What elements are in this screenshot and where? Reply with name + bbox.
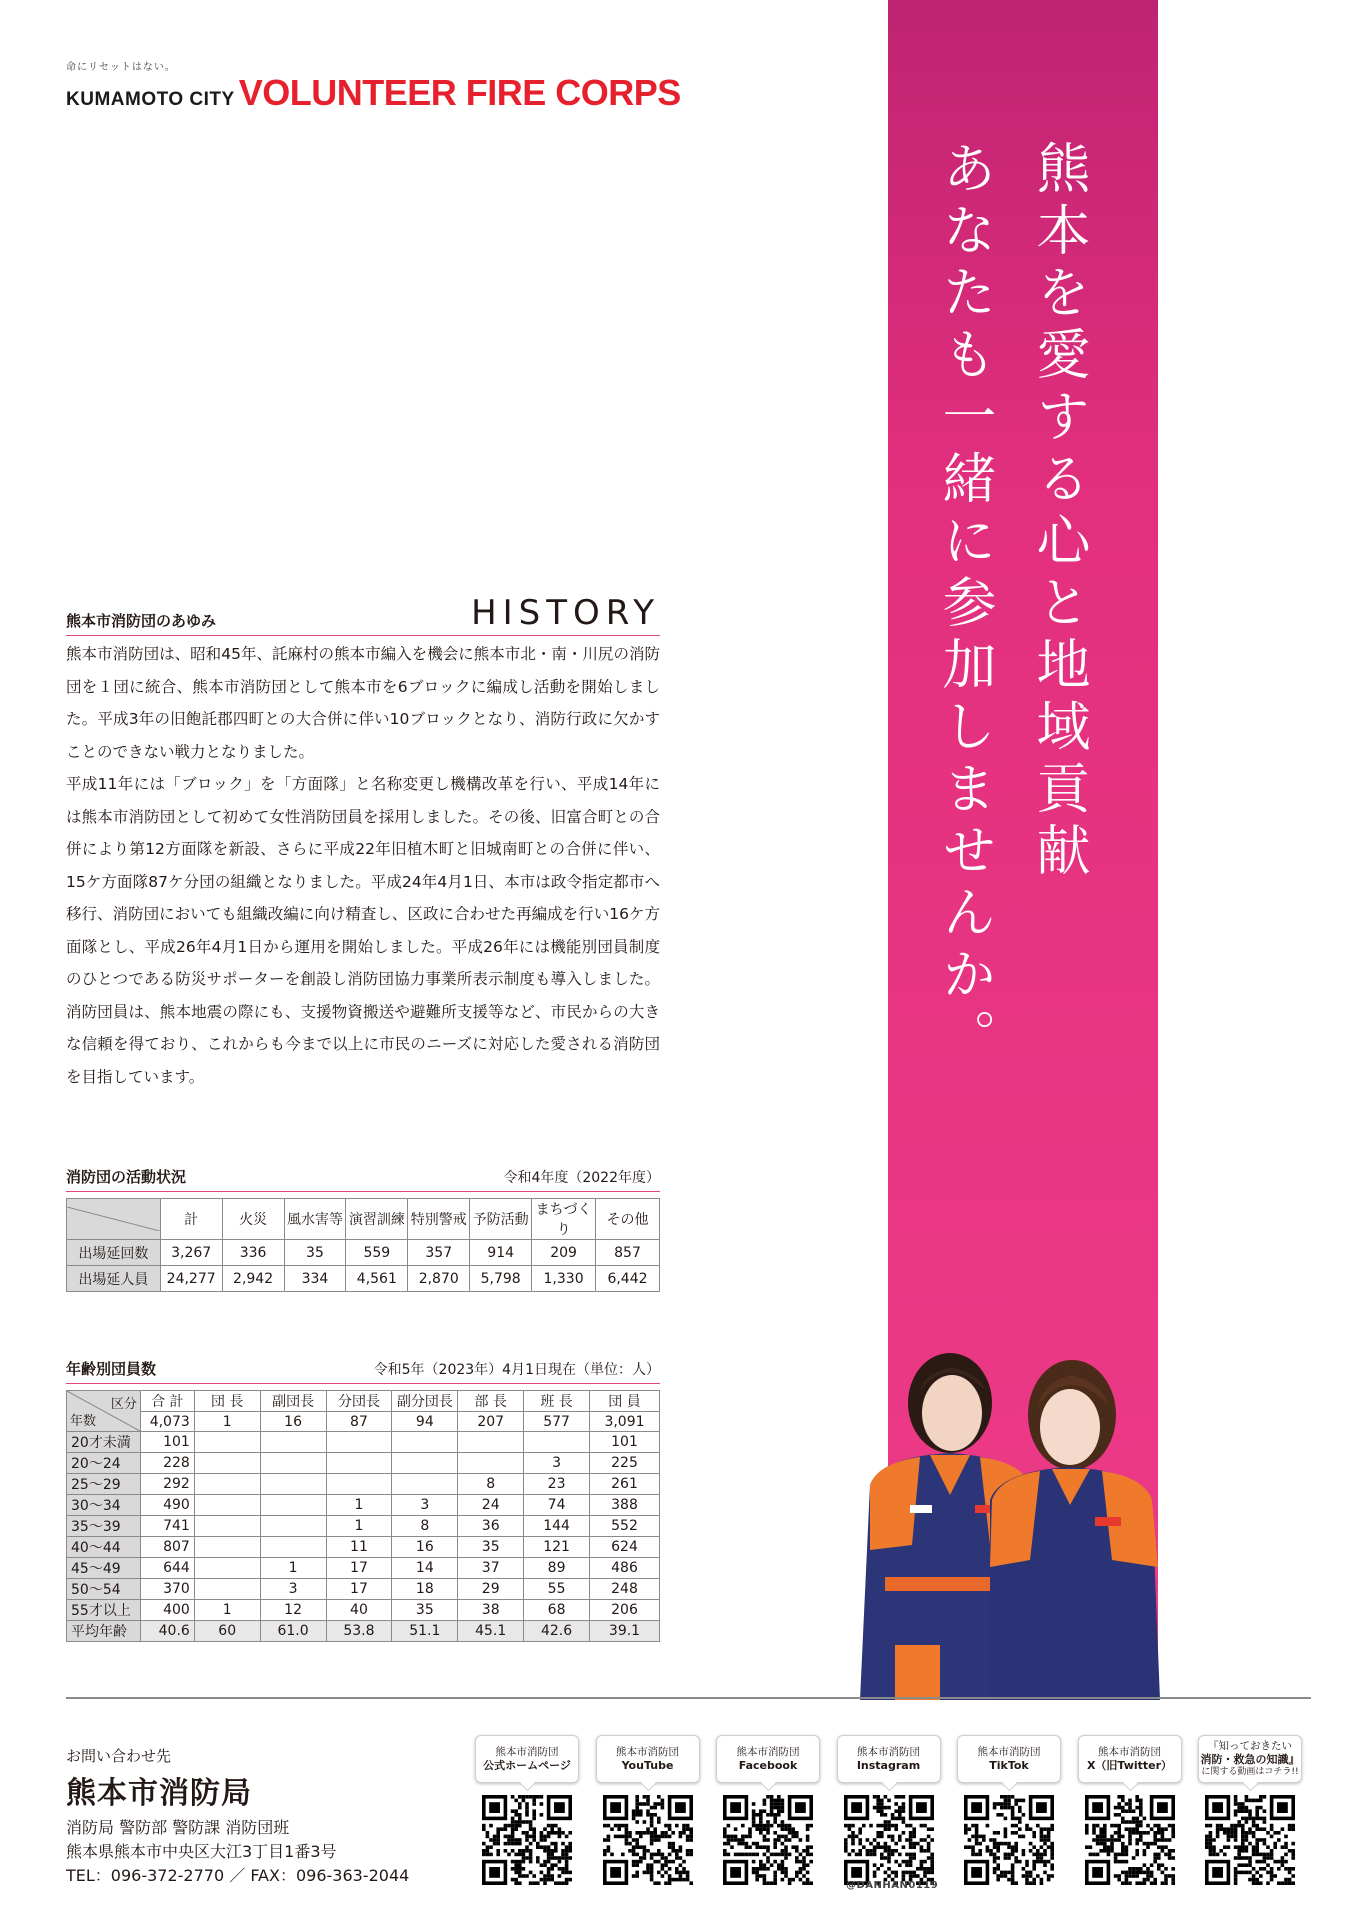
table-row (67, 1474, 660, 1495)
age-row-label: 50～54 (67, 1579, 141, 1600)
age-avg-cell: 42.6 (524, 1621, 590, 1642)
age-cell (194, 1474, 260, 1495)
age-note: 令和5年（2023年）4月1日現在（単位：人） (373, 1362, 660, 1378)
age-cell: 400 (140, 1600, 194, 1621)
age-row-label: 55才以上 (67, 1600, 141, 1621)
age-avg-cell: 39.1 (590, 1621, 660, 1642)
table-row (67, 1432, 660, 1453)
contact-dept: 消防局 警防部 警防課 消防団班 (66, 1818, 290, 1837)
age-cell: 40 (326, 1600, 392, 1621)
qr-code-icon (964, 1795, 1054, 1885)
activity-row-label: 出場延回数 (67, 1240, 161, 1266)
qr-code-icon (723, 1795, 813, 1885)
age-label: 年齢別団員数 (66, 1360, 157, 1378)
qr-badge-text: YouTube (621, 1758, 674, 1772)
activity-cell: 357 (408, 1240, 470, 1266)
activity-col-header: 演習訓練 (346, 1199, 408, 1240)
qr-code-icon (1085, 1795, 1175, 1885)
age-cell: 101 (140, 1432, 194, 1453)
qr-badge-text: に関する動画はコチラ!! (1201, 1767, 1299, 1777)
qr-code-icon (1205, 1795, 1295, 1885)
age-cell: 14 (392, 1558, 458, 1579)
age-total-cell: 4,073 (140, 1412, 194, 1432)
activity-col-header: 予防活動 (470, 1199, 532, 1240)
age-cell (326, 1474, 392, 1495)
firefighters-illustration (840, 1345, 1180, 1700)
qr-badge (1078, 1735, 1182, 1783)
qr-badge (837, 1735, 941, 1783)
age-cell: 12 (260, 1600, 326, 1621)
firefighter-right (990, 1360, 1160, 1700)
qr-link-0[interactable] (475, 1735, 579, 1783)
contact-address: 熊本県熊本市中央区大江3丁目1番3号 (66, 1842, 337, 1861)
activity-col-header: まちづくり (532, 1199, 596, 1240)
age-cell: 16 (392, 1537, 458, 1558)
table-row (67, 1495, 660, 1516)
age-cell (260, 1516, 326, 1537)
age-cell: 206 (590, 1600, 660, 1621)
age-total-cell: 577 (524, 1412, 590, 1432)
table-row (67, 1266, 660, 1292)
footer-divider (66, 1697, 1311, 1699)
age-cell: 370 (140, 1579, 194, 1600)
logo-title: VOLUNTEER FIRE CORPS (238, 72, 681, 113)
age-cell: 1 (326, 1495, 392, 1516)
age-cell: 1 (194, 1600, 260, 1621)
age-avg-cell: 61.0 (260, 1621, 326, 1642)
age-row-label: 30～34 (67, 1495, 141, 1516)
age-total-cell: 1 (194, 1412, 260, 1432)
age-cell: 3 (260, 1579, 326, 1600)
age-cell (260, 1453, 326, 1474)
qr-badge-text: 熊本市消防団 (857, 1745, 920, 1758)
age-cell (194, 1495, 260, 1516)
age-col-header: 分団長 (326, 1391, 392, 1412)
activity-cell: 24,277 (160, 1266, 222, 1292)
qr-badge-text: 熊本市消防団 (736, 1745, 800, 1758)
age-cell: 486 (590, 1558, 660, 1579)
age-cell: 388 (590, 1495, 660, 1516)
history-label: 熊本市消防団のあゆみ (66, 612, 217, 630)
age-cell: 8 (458, 1474, 524, 1495)
history-heading: HISTORY (471, 593, 660, 633)
qr-link-5[interactable] (1078, 1735, 1182, 1783)
qr-badge-text: 熊本市消防団 (495, 1745, 559, 1758)
age-cell (326, 1453, 392, 1474)
sns-handle: @DANHAN0119 (846, 1880, 939, 1891)
age-cell: 89 (524, 1558, 590, 1579)
qr-badge (716, 1735, 820, 1783)
age-cell (392, 1432, 458, 1453)
qr-badge-text: 熊本市消防団 (977, 1745, 1041, 1758)
age-col-header: 副分団長 (392, 1391, 458, 1412)
activity-note: 令和4年度（2022年度） (503, 1170, 660, 1186)
age-cell: 74 (524, 1495, 590, 1516)
age-cell: 1 (326, 1516, 392, 1537)
age-avg-cell: 51.1 (392, 1621, 458, 1642)
age-cell (260, 1495, 326, 1516)
age-cell: 17 (326, 1558, 392, 1579)
age-cell: 1 (260, 1558, 326, 1579)
age-total-row (67, 1412, 660, 1432)
age-cell (458, 1432, 524, 1453)
age-header (66, 1354, 660, 1384)
age-row-label: 20才未満 (67, 1432, 141, 1453)
qr-link-6[interactable] (1198, 1735, 1302, 1783)
table-row (67, 1516, 660, 1537)
age-row-label: 25～29 (67, 1474, 141, 1495)
age-cell: 807 (140, 1537, 194, 1558)
age-cell (392, 1474, 458, 1495)
age-cell: 624 (590, 1537, 660, 1558)
activity-cell: 857 (596, 1240, 660, 1266)
age-cell (194, 1579, 260, 1600)
contact-tel: TEL：096-372-2770 ／ FAX：096-363-2044 (66, 1866, 410, 1885)
activity-cell: 336 (222, 1240, 284, 1266)
activity-cell: 1,330 (532, 1266, 596, 1292)
age-cell (524, 1432, 590, 1453)
qr-badge (1198, 1735, 1302, 1783)
activity-label: 消防団の活動状況 (66, 1168, 187, 1186)
activity-cell: 334 (284, 1266, 346, 1292)
contact-block (66, 1745, 409, 1888)
catchcopy (918, 140, 1106, 1260)
age-cell: 35 (392, 1600, 458, 1621)
age-avg-cell: 60 (194, 1621, 260, 1642)
age-cell: 29 (458, 1579, 524, 1600)
qr-badge-text: Instagram (856, 1758, 921, 1772)
age-avg-cell: 40.6 (140, 1621, 194, 1642)
qr-link-3[interactable] (837, 1735, 941, 1783)
qr-link-4[interactable] (957, 1735, 1061, 1783)
activity-cell: 4,561 (346, 1266, 408, 1292)
table-row (67, 1453, 660, 1474)
age-col-header: 副団長 (260, 1391, 326, 1412)
logo-city: KUMAMOTO CITY (66, 89, 235, 110)
qr-badge-text: 熊本市消防団 (1098, 1745, 1161, 1758)
table-row (67, 1240, 660, 1266)
activity-col-header: 風水害等 (284, 1199, 346, 1240)
activity-cell: 5,798 (470, 1266, 532, 1292)
table-row (67, 1537, 660, 1558)
age-cell: 68 (524, 1600, 590, 1621)
qr-badge-text: X（旧Twitter） (1086, 1758, 1173, 1772)
age-cell (260, 1432, 326, 1453)
qr-link-1[interactable] (596, 1735, 700, 1783)
age-cell (194, 1516, 260, 1537)
age-rows (67, 1432, 660, 1621)
activity-cell: 914 (470, 1240, 532, 1266)
age-cell (194, 1558, 260, 1579)
age-cell: 228 (140, 1453, 194, 1474)
qr-badge-text: 消防・救急の知識』 (1200, 1753, 1300, 1766)
age-col-header: 合 計 (140, 1391, 194, 1412)
qr-link-2[interactable] (716, 1735, 820, 1783)
catchcopy-line-2: あなたも一緒に参加しませんか。 (934, 140, 997, 1070)
age-cell: 261 (590, 1474, 660, 1495)
age-cell: 36 (458, 1516, 524, 1537)
table-row (67, 1579, 660, 1600)
activity-cell: 3,267 (160, 1240, 222, 1266)
age-cell: 225 (590, 1453, 660, 1474)
qr-badge-text: Facebook (738, 1758, 798, 1772)
age-cell: 248 (590, 1579, 660, 1600)
history-paragraph-2: 平成11年には「ブロック」を「方面隊」と名称変更し機構改革を行い、平成14年には熊本市消防団として初めて女性消防団員を採用しました。その後、旧富合町との合併により第12方面隊を新設、さらに平成22年旧植木町と旧城南町との合併に伴い、15ケ方面隊87ケ分団の組織となりました。平成24年4月1日、本市は政令指定都市へ移行、消防団においても組織改編に向け精査し、区政に合わせた再編成を行い16ケ方面隊とし、平成26年4月1日から運用を開始しました。平成26年には機能別団員制度のひとつである防災サポーターを創設し消防団協力事業所表示制度も導入しました。消防団員は、熊本地震の際にも、支援物資搬送や避難所支援等など、市民からの大きな信頼を得ており、これからも今まで以上に市民のニーズに対応した愛される消防団を目指しています。 (66, 775, 660, 1086)
qr-badge (957, 1735, 1061, 1783)
activity-table (66, 1198, 660, 1292)
qr-badge (475, 1735, 579, 1783)
age-corner-top: 区分 (110, 1397, 137, 1412)
catchcopy-line-1: 熊本を愛する心と地域貢献 (1028, 140, 1091, 884)
contact-label: お問い合わせ先 (66, 1747, 172, 1765)
logo (66, 62, 681, 114)
activity-header (66, 1162, 660, 1192)
activity-cell: 35 (284, 1240, 346, 1266)
activity-cell: 6,442 (596, 1266, 660, 1292)
age-cell: 8 (392, 1516, 458, 1537)
history-header (66, 590, 660, 636)
age-cell: 18 (392, 1579, 458, 1600)
activity-corner-cell (67, 1199, 161, 1240)
age-cell: 23 (524, 1474, 590, 1495)
age-avg-cell: 53.8 (326, 1621, 392, 1642)
age-col-header: 部 長 (458, 1391, 524, 1412)
table-row (67, 1600, 660, 1621)
activity-col-header: 計 (160, 1199, 222, 1240)
age-cell: 37 (458, 1558, 524, 1579)
age-table (66, 1390, 660, 1642)
age-cell (458, 1453, 524, 1474)
age-cell: 292 (140, 1474, 194, 1495)
age-cell: 35 (458, 1537, 524, 1558)
activity-cell: 209 (532, 1240, 596, 1266)
age-cell: 644 (140, 1558, 194, 1579)
qr-badge-text: 公式ホームページ (483, 1758, 571, 1772)
age-cell: 55 (524, 1579, 590, 1600)
age-cell: 552 (590, 1516, 660, 1537)
qr-badge-text: TikTok (989, 1758, 1029, 1772)
activity-row-label: 出場延人員 (67, 1266, 161, 1292)
history-body (66, 638, 660, 1093)
age-cell (326, 1432, 392, 1453)
activity-cell: 559 (346, 1240, 408, 1266)
logo-tagline: 命にリセットはない。 (66, 62, 176, 73)
age-corner-cell (67, 1391, 141, 1432)
age-cell: 741 (140, 1516, 194, 1537)
activity-cell: 2,942 (222, 1266, 284, 1292)
age-cell (194, 1537, 260, 1558)
qr-badge (596, 1735, 700, 1783)
age-avg-cell: 45.1 (458, 1621, 524, 1642)
age-avg-label: 平均年齢 (67, 1621, 141, 1642)
qr-badge-text: 熊本市消防団 (616, 1745, 679, 1758)
qr-code-icon (844, 1795, 934, 1885)
age-total-cell: 94 (392, 1412, 458, 1432)
age-col-header: 団 長 (194, 1391, 260, 1412)
contact-org: 熊本市消防局 (66, 1776, 252, 1811)
age-cell: 17 (326, 1579, 392, 1600)
qr-code-icon (482, 1795, 572, 1885)
activity-col-header: 火災 (222, 1199, 284, 1240)
age-total-cell: 87 (326, 1412, 392, 1432)
activity-cell: 2,870 (408, 1266, 470, 1292)
age-cell (194, 1453, 260, 1474)
qr-code-icon (603, 1795, 693, 1885)
age-cell: 38 (458, 1600, 524, 1621)
age-row-label: 35～39 (67, 1516, 141, 1537)
age-cell: 144 (524, 1516, 590, 1537)
age-corner-bottom: 年数 (70, 1414, 97, 1430)
age-col-header: 班 長 (524, 1391, 590, 1412)
age-cell: 101 (590, 1432, 660, 1453)
age-cell (194, 1432, 260, 1453)
qr-badge-text: 『知っておきたい (1208, 1740, 1292, 1752)
table-row (67, 1558, 660, 1579)
age-cell: 3 (524, 1453, 590, 1474)
age-total-cell: 3,091 (590, 1412, 660, 1432)
age-row-label: 20～24 (67, 1453, 141, 1474)
age-cell (260, 1474, 326, 1495)
age-avg-row (67, 1621, 660, 1642)
age-row-label: 45～49 (67, 1558, 141, 1579)
age-cell (260, 1537, 326, 1558)
history-paragraph-1: 熊本市消防団は、昭和45年、託麻村の熊本市編入を機会に熊本市北・南・川尻の消防団を１団に統合、熊本市消防団として熊本市を6ブロックに編成し活動を開始しました。平成3年の旧飽託郡四町との大合併に伴い10ブロックとなり、消防行政に欠かすことのできない戦力となりました。 (66, 645, 660, 761)
activity-col-header: その他 (596, 1199, 660, 1240)
age-cell: 24 (458, 1495, 524, 1516)
age-total-cell: 16 (260, 1412, 326, 1432)
activity-col-header: 特別警戒 (408, 1199, 470, 1240)
age-cell (392, 1453, 458, 1474)
age-col-header: 団 員 (590, 1391, 660, 1412)
age-total-cell: 207 (458, 1412, 524, 1432)
age-cell: 490 (140, 1495, 194, 1516)
age-cell: 11 (326, 1537, 392, 1558)
age-cell: 3 (392, 1495, 458, 1516)
age-cell: 121 (524, 1537, 590, 1558)
age-row-label: 40～44 (67, 1537, 141, 1558)
